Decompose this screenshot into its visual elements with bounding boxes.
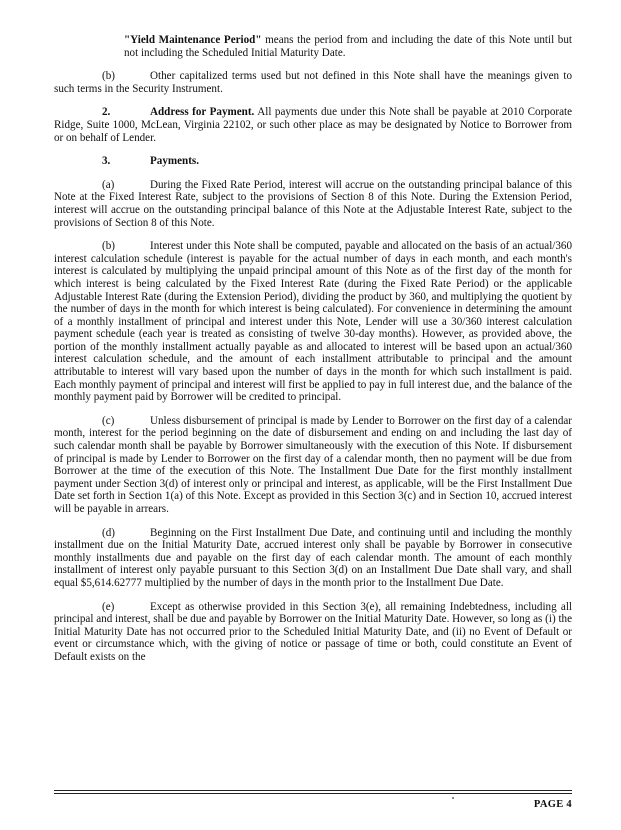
paragraph-3a [54, 179, 572, 229]
section-title: Address for Payment. [150, 106, 255, 119]
paragraph-text: Beginning on the First Installment Due Date, and continuing until and including the monthly installment due on the Initial Maturity Date, accrued interest only shall be payable by Borrower in consecutive monthly installments due and payable on the first day of each calendar month. The amount of each monthly installment of interest only payable pursuant to this Section 3(d) on an Installment Due Date shall vary, and shall equal $5,614.62777 multiplied by the number of days in the month prior to the Installment Due Date. [54, 526, 572, 589]
section-text: All payments due under this Note shall be payable at 2010 Corporate Ridge, Suite 1000, McLean, Virginia 22102, or such other place as may be designated by Notice to Borrower from or on behalf of Lender. [54, 106, 573, 144]
section-2-address-for-payment [54, 106, 572, 144]
section-title: Payments. [150, 155, 199, 168]
page-number: PAGE 4 [533, 799, 572, 810]
section-3-heading [54, 155, 572, 168]
section-number: 3. [102, 155, 111, 168]
definition-term: "Yield Maintenance Period" [124, 34, 262, 46]
paragraph-label: (b) [102, 70, 115, 83]
paragraph-text: Unless disbursement of principal is made by Lender to Borrower on the first day of a calendar month, interest for the period beginning on the date of disbursement and ending on and including the last day of such calendar month shall be payable by Borrower simultaneously with the execution of this Note. If disbursement of principal is made by Lender to Borrower on the first day of a calendar month, then no payment will be due from Borrower at the time of the execution of this Note. The Installment Due Date for the first monthly installment payment under Section 3(d) of interest only or principal and interest, as applicable, will be the First Installment Due Date set forth in Section 1(a) of this Note. Except as provided in this Section 3(c) and in Section 10, accrued interest will be payable in arrears. [54, 414, 572, 515]
paragraph-3d [54, 527, 572, 590]
paragraph-3e [54, 601, 572, 664]
paragraph-text: During the Fixed Rate Period, interest will accrue on the outstanding principal balance of this Note at the Fixed Interest Rate, subject to the provisions of Section 8 of this Note. During the Extension Period, interest will accrue on the outstanding principal balance of this Note at the Adjustable Interest Rate, subject to the provisions of Section 8 of this Note. [54, 178, 572, 229]
scan-mark [452, 797, 454, 799]
section-number: 2. [102, 106, 111, 119]
footer-divider-thin [54, 793, 572, 794]
paragraph-1b [54, 70, 572, 95]
footer-divider [54, 790, 572, 791]
paragraph-text: Except as otherwise provided in this Section 3(e), all remaining Indebtedness, including all principal and interest, shall be due and payable by Borrower on the Initial Maturity Date. However, so long as (i) the Initial Maturity Date has not occurred prior to the Scheduled Initial Maturity Date, and (ii) no Event of Default or event or circumstance which, with the giving of notice or passage of time or both, could constitute an Event of Default exists on the [54, 600, 572, 663]
yield-maintenance-definition [54, 34, 572, 59]
paragraph-label: (c) [102, 414, 115, 427]
definition-text: means the period from and including the date of this Note until but not including the Scheduled Initial Maturity Date. [124, 34, 572, 59]
paragraph-text: Interest under this Note shall be computed, payable and allocated on the basis of an actual/360 interest calculation schedule (interest is payable for the actual number of days in each month, and each month's interest is calculated by multiplying the unpaid principal amount of this Note as of the first day of the month for which interest is being calculated by the Fixed Interest Rate (during the Fixed Rate Period) or the applicable Adjustable Interest Rate (during the Extension Period), dividing the product by 360, and multiplying the quotient by the number of days in the month for which interest is being calculated). For convenience in determining the amount of a monthly installment of principal and interest under this Note, Lender will use a 30/360 interest calculation payment schedule (each year is treated as consisting of twelve 30-day months). However, as provided above, the portion of the monthly installment actually payable as and allocated to interest will be based upon an actual/360 interest calculation schedule, and the amount of each installment attributable to principal and the amount attributable to interest will vary based upon the number of days in the month for which such installment is paid. Each monthly payment of principal and interest will first be applied to pay in full interest due, and the balance of the monthly payment paid by Borrower will be credited to principal. [54, 240, 572, 404]
paragraph-label: (d) [102, 526, 115, 539]
paragraph-label: (a) [102, 178, 115, 191]
paragraph-label: (b) [102, 240, 115, 253]
paragraph-3c [54, 415, 572, 516]
paragraph-3b [54, 240, 572, 404]
paragraph-label: (e) [102, 600, 115, 613]
document-body [54, 34, 572, 664]
paragraph-text: Other capitalized terms used but not defined in this Note shall have the meanings given to such terms in the Security Instrument. [54, 70, 572, 95]
